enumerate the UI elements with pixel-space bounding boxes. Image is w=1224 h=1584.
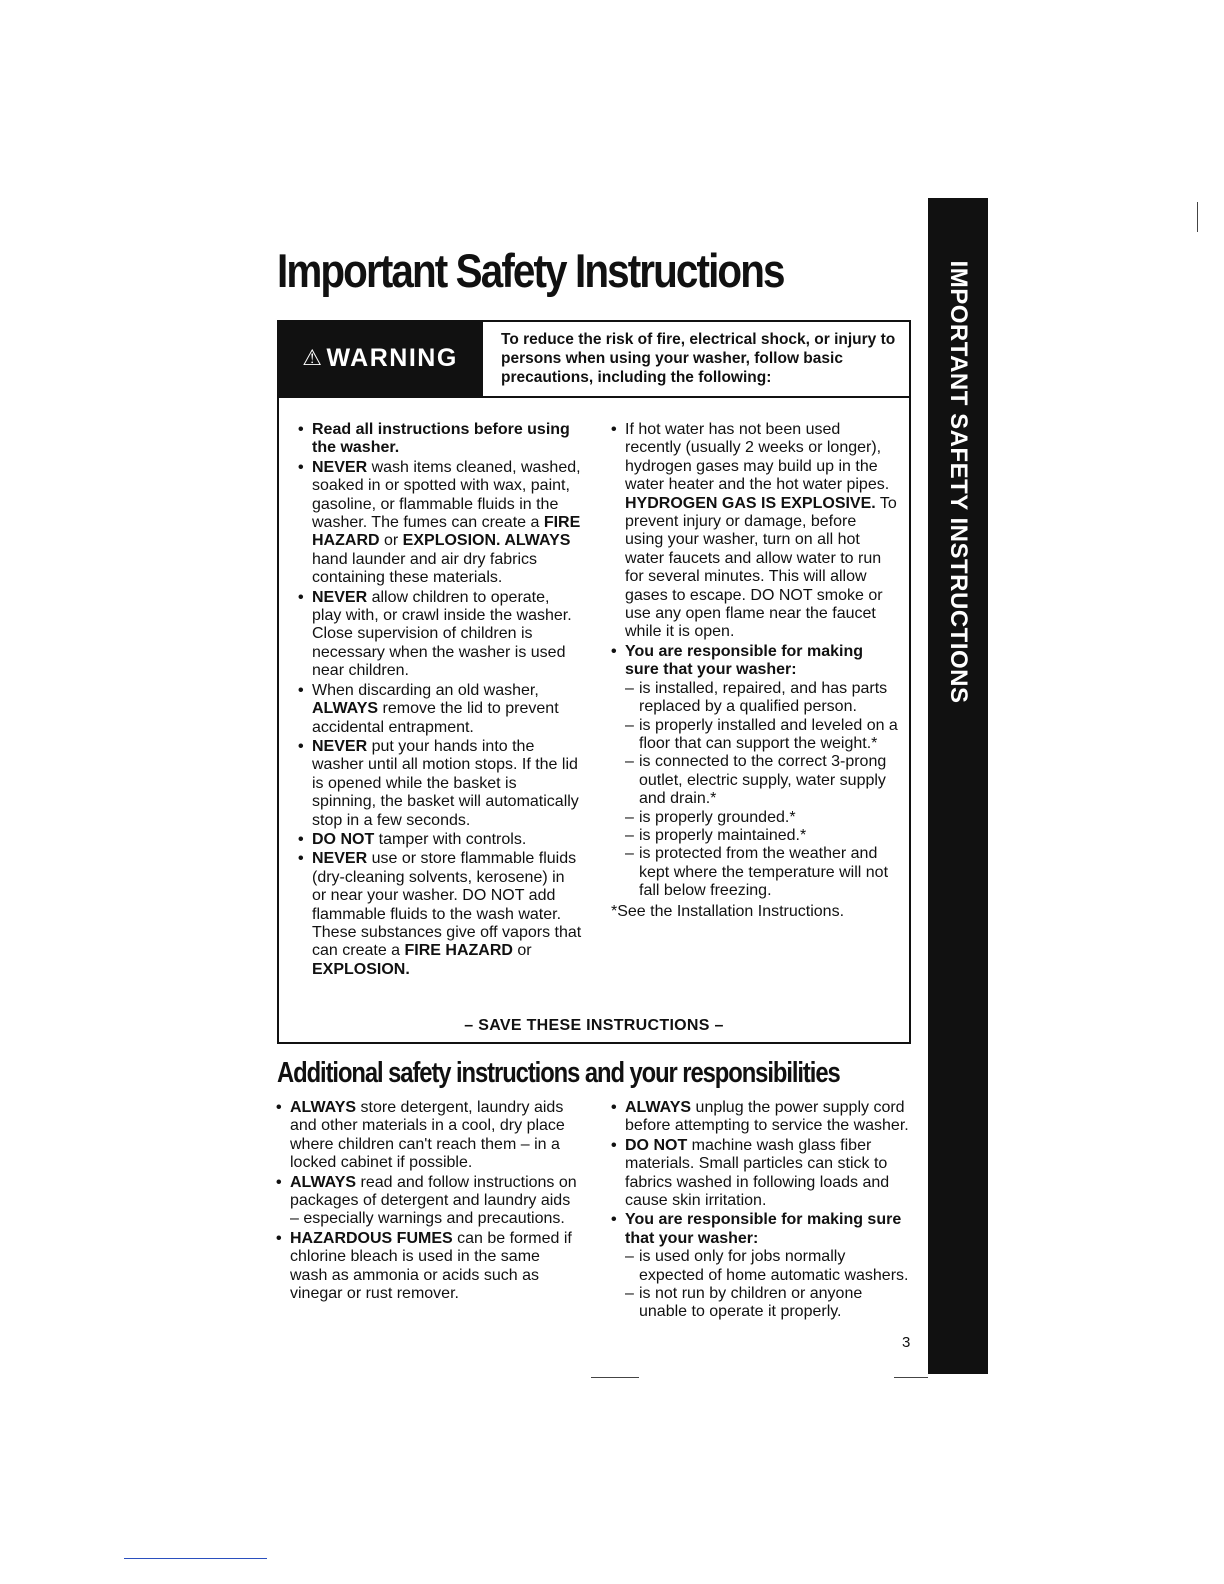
list-item: • ALWAYS unplug the power supply cord before attempting to service the washer.	[611, 1099, 911, 1136]
sub-item: – is used only for jobs normally expected of home automatic washers.	[625, 1248, 911, 1285]
section-subtitle: Additional safety instructions and your responsibilities	[277, 1057, 840, 1089]
list-item: • You are responsible for making sure that your washer: – is installed, repaired, and has parts replaced by a qualified person. – is properly installed and leveled on a floor that can support the weight.* – is connected to the correct 3-prong outlet, electric supply, water supply and drain.* – is properly grounded.* – is properly maintained.* – is protected from the weather and kept where the temperature will not fall below freezing.	[611, 643, 898, 901]
list-item: • DO NOT tamper with controls.	[298, 831, 583, 849]
sub-item: – is protected from the weather and kept where the temperature will not fall below freezing.	[625, 845, 898, 900]
list-item: • When discarding an old washer, ALWAYS remove the lid to prevent accidental entrapment.	[298, 682, 583, 737]
list-item: • ALWAYS store detergent, laundry aids and other materials in a cool, dry place where children can't reach them – in a locked cabinet if possible.	[276, 1099, 581, 1173]
sub-item: – is properly grounded.*	[625, 809, 898, 827]
additional-right-column	[611, 1099, 911, 1323]
sub-item: – is properly installed and leveled on a floor that can support the weight.*	[625, 717, 898, 754]
page-number: 3	[902, 1334, 911, 1351]
warning-label-text: WARNING	[326, 343, 458, 372]
list-item: • HAZARDOUS FUMES can be formed if chlorine bleach is used in the same wash as ammonia or acids such as vinegar or rust remover.	[276, 1230, 581, 1304]
warning-header	[277, 320, 911, 398]
sub-item: – is properly maintained.*	[625, 827, 898, 845]
sub-item: – is not run by children or anyone unable to operate it properly.	[625, 1285, 911, 1322]
save-instructions: – SAVE THESE INSTRUCTIONS –	[464, 1017, 724, 1034]
list-item: • NEVER wash items cleaned, washed, soaked in or spotted with wax, paint, gasoline, or flammable fluids in the washer. The fumes can create a FIRE HAZARD or EXPLOSION. ALWAYS hand launder and air dry fabrics containing these materials.	[298, 459, 583, 588]
warning-label	[277, 320, 483, 396]
scan-mark	[894, 1377, 928, 1378]
list-item: • NEVER use or store flammable fluids (dry-cleaning solvents, kerosene) in or near your washer. DO NOT add flammable fluids to the wash water. These substances give off vapors that can create a FIRE HAZARD or EXPLOSION.	[298, 850, 583, 979]
list-item: • NEVER put your hands into the washer until all motion stops. If the lid is opened while the basket is spinning, the basket will automatically stop in a few seconds.	[298, 738, 583, 830]
scan-mark	[124, 1558, 267, 1559]
list-item: • Read all instructions before using the washer.	[298, 421, 583, 458]
warning-triangle-icon: ⚠	[302, 345, 324, 370]
list-item: • You are responsible for making sure that your washer: – is used only for jobs normally expected of home automatic washers. – is not run by children or anyone unable to operate it properly.	[611, 1211, 911, 1321]
page-title: Important Safety Instructions	[277, 244, 784, 297]
sub-item: – is installed, repaired, and has parts replaced by a qualified person.	[625, 680, 898, 717]
scan-mark	[591, 1377, 639, 1378]
warning-right-column	[611, 421, 898, 921]
warning-left-column	[298, 421, 583, 980]
list-item: • ALWAYS read and follow instructions on packages of detergent and laundry aids – especially warnings and precautions.	[276, 1174, 581, 1229]
scan-mark	[1197, 202, 1198, 232]
additional-left-column	[276, 1099, 581, 1304]
list-item: • DO NOT machine wash glass fiber materials. Small particles can stick to fabrics washed in following loads and cause skin irritation.	[611, 1137, 911, 1211]
list-item: • If hot water has not been used recently (usually 2 weeks or longer), hydrogen gases may build up in the water heater and the hot water pipes. HYDROGEN GAS IS EXPLOSIVE. To prevent injury or damage, before using your washer, turn on all hot water faucets and allow water to run for several minutes. This will allow gases to escape. DO NOT smoke or use any open flame near the faucet while it is open.	[611, 421, 898, 642]
list-item: • NEVER allow children to operate, play with, or crawl inside the washer. Close supervision of children is necessary when the washer is used near children.	[298, 589, 583, 681]
warning-text: To reduce the risk of fire, electrical shock, or injury to persons when using your washer, follow basic precautions, including the following:	[501, 331, 896, 386]
installation-note: *See the Installation Instructions.	[611, 902, 845, 920]
section-tab-label: IMPORTANT SAFETY INSTRUCTIONS	[945, 260, 972, 704]
sub-item: – is connected to the correct 3-prong outlet, electric supply, water supply and drain.*	[625, 753, 898, 808]
